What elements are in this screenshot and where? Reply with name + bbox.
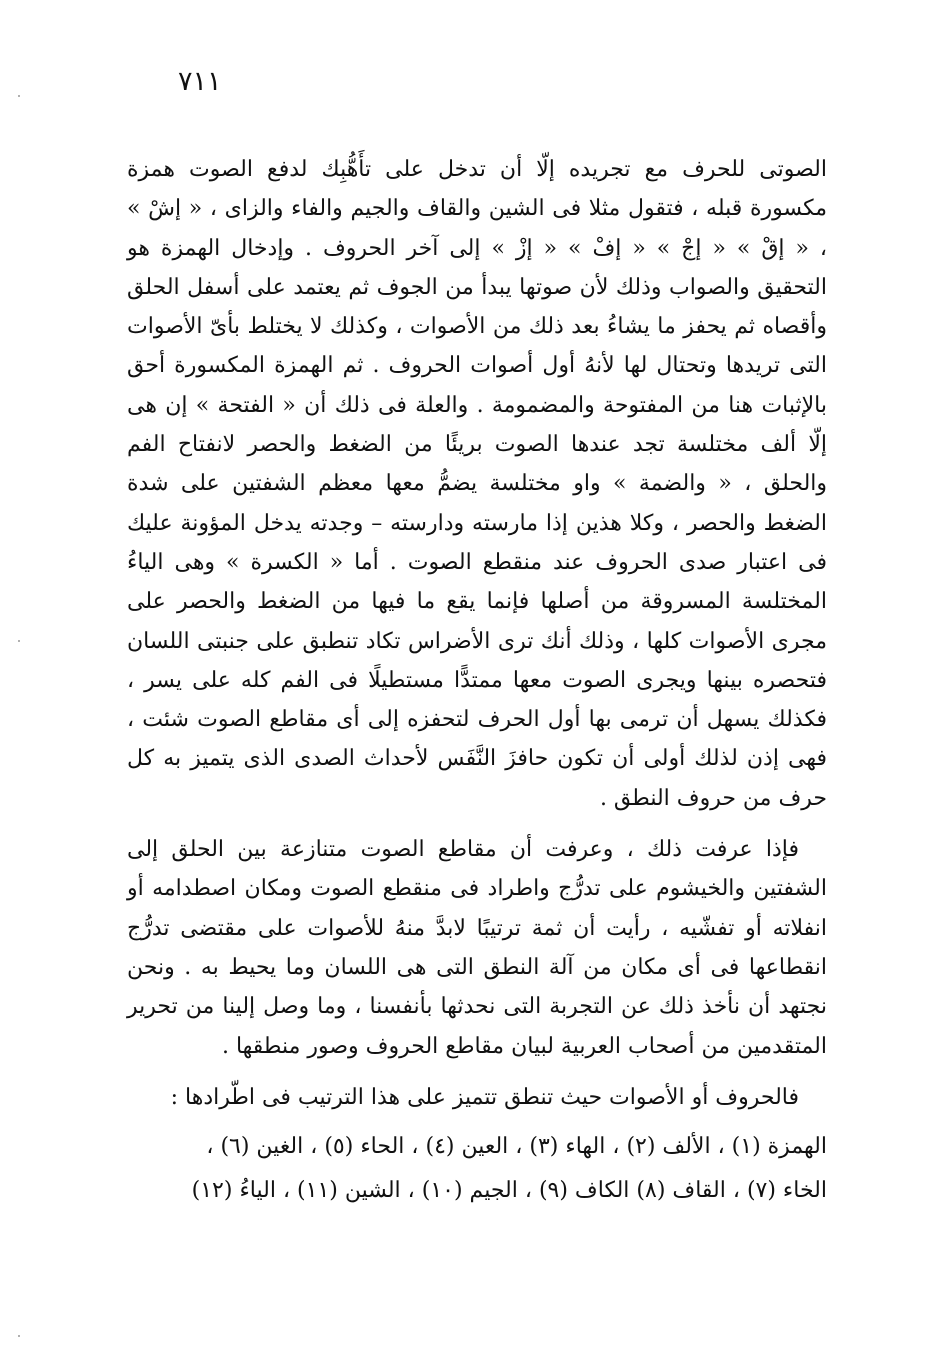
text-line: ذلك عن التجربة التى نحدثها بأنفسنا ، وما وصل إلينا من تحرير المتقدمين من <box>127 994 827 1059</box>
text-line: الصوتى للحرف مع تجريده إلّا أن تدخل على تأَهُّبِك لدفع الصوت همزة مكسورة <box>127 157 828 222</box>
paragraph-1 <box>127 150 827 818</box>
text-line: قبله ، فتقول مثلا فى الشين والقاف والجيم والفاء والزاى ، « إشْ » ، « إقْ » <box>127 196 827 261</box>
text-line: أصحاب العربية لبيان مقاطع الحروف وصور منطقها . <box>221 1033 695 1059</box>
text-line: وذلك لأن صوتها يبدأ من الجوف ثم يعتمد على أسفل الحلق وأقصاه ثم يحفز <box>127 274 827 340</box>
text-line: فإذا عرفت ذلك ، وعرفت أن مقاطع الصوت متنازعة بين الحلق إلى الشفتين <box>127 837 827 902</box>
margin-mark <box>18 640 20 642</box>
text-line: إذا مارسته ودارسته – وجدته يدخل المؤونة عليك فى اعتبار صدى الحروف عند <box>127 510 827 575</box>
text-line: منقطع الصوت . أما « الكسرة » وهى الياءُ المختلسة المسروقة من أصلها فإنما <box>127 549 827 615</box>
text-line: وتحتال لها لأنهُ أول أصوات الحروف . ثم الهمزة المكسورة أحق بالإثبات هنا <box>127 353 827 418</box>
text-line: يقع ما فيها من الضغط والحصر على مجرى الأصوات كلها ، وذلك أنك ترى <box>127 589 827 654</box>
letters-line-1: الهمزة (١) ، الألف (٢) ، الهاء (٣) ، العين (٤) ، الحاء (٥) ، الغين (٦) ، <box>206 1134 827 1160</box>
text-line: الأضراس تكاد تنطبق على جنبتى اللسان فتحصره بينها ويجرى الصوت معها <box>127 628 827 693</box>
text-line: لأحداث الصدى الذى يتميز به كل حرف من حروف النطق . <box>127 746 827 811</box>
letters-line-2: الخاء (٧) ، القاف (٨) الكاف (٩) ، الجيم (١٠) ، الشين (١١) ، الياءُ (١٢) <box>191 1178 827 1204</box>
paragraph-3: فالحروف أو الأصوات حيث تنطق تتميز على هذا الترتيب فى اطّرادها : <box>170 1084 799 1110</box>
margin-mark <box>18 95 20 97</box>
text-line: لتحفزه إلى أى مقاطع الصوت شئت ، فهى إذن لذلك أولى أن تكون حافزَ النَّفَس <box>127 707 827 772</box>
text-line: أو تفشّيه ، رأيت أن ثمة ترتيبًا لابدَّ منهُ للأصوات على مقتضى تدرُّج انقطاعها فى <box>127 915 827 980</box>
margin-mark <box>18 1335 20 1337</box>
page-number: ٧١١ <box>178 66 222 97</box>
text-line: واو مختلسة يضمُّ معها معظم الشفتين على شدة الضغط والحصر ، وكلا هذين <box>127 471 827 536</box>
letters-list <box>127 1125 827 1213</box>
text-line: أى مكان من آلة النطق التى هى اللسان وما يحيط به . ونحن نجتهد أن نأخذ <box>127 954 827 1020</box>
text-line: ممتدًّا مستطيلًا فى الفم كله على يسر ، فكذلك يسهل أن ترمى بها أول الحرف <box>127 667 827 733</box>
text-line: ما يشاءُ بعد ذلك من الأصوات ، وكذلك لا يختلط بأىّ الأصوات التى تريدها <box>127 314 827 379</box>
text-line: « إجْ » « إفْ » « إزْ » إلى آخر الحروف . وإدخال الهمزة هو التحقيق والصواب <box>127 235 827 300</box>
page-body <box>127 150 827 1213</box>
text-line: تجد عندها الصوت بريئًا من الضغط والحصر لانفتاح الفم والحلق ، « والضمة » <box>127 432 828 497</box>
text-line: من المفتوحة والمضمومة . والعلة فى ذلك أن « الفتحة » إن هى إلّا ألف مختلسة <box>127 392 828 458</box>
paragraph-2 <box>127 830 827 1066</box>
text-line: والخيشوم على تدرُّج واطراد فى منقطع الصوت ومكان اصطدامه أو انفلاته <box>127 876 827 941</box>
